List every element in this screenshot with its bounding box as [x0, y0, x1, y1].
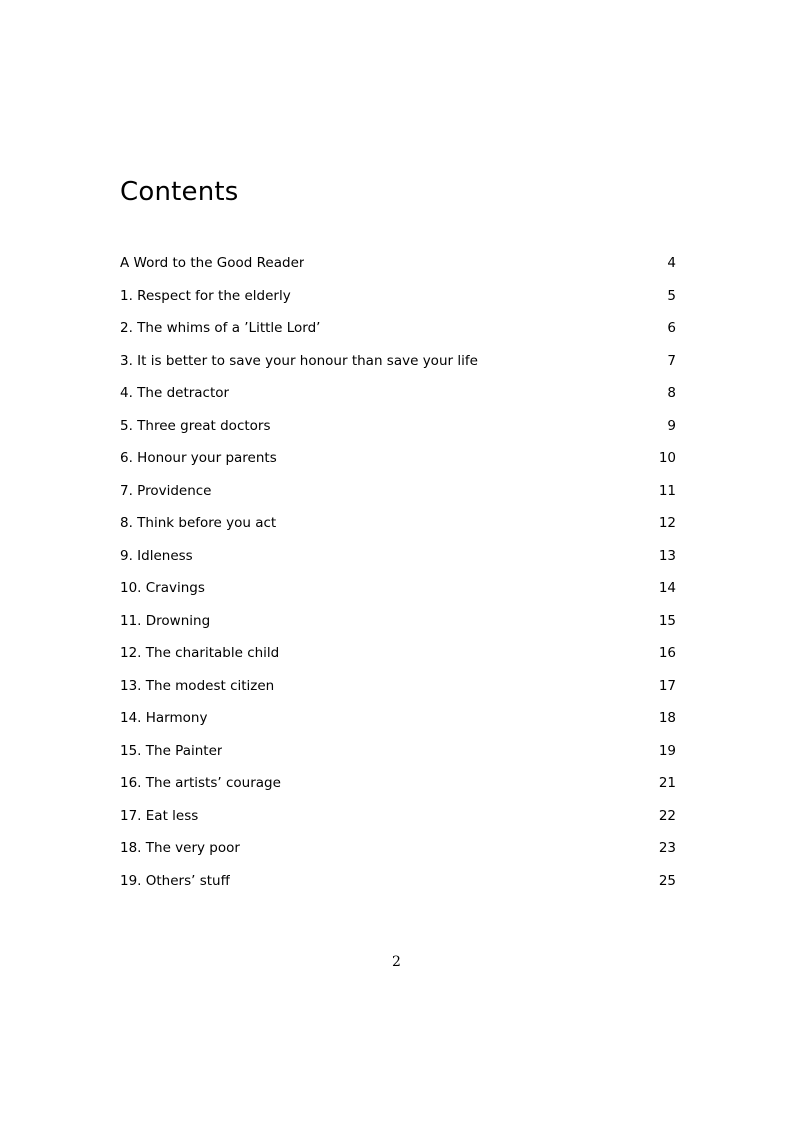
toc-entry-title: 17. Eat less — [120, 807, 199, 824]
toc-entry-page: 13 — [658, 547, 676, 564]
contents-heading: Contents — [120, 177, 239, 207]
toc-entry-title: 18. The very poor — [120, 840, 240, 856]
toc-entry-title: 15. The Painter — [120, 742, 223, 759]
toc-entry[interactable] — [120, 865, 676, 898]
toc-entry-page: 8 — [667, 385, 676, 401]
toc-entry-page: 22 — [658, 807, 676, 824]
toc-entry[interactable] — [120, 247, 676, 280]
toc-entry-title: 3. It is better to save your honour than save your life — [120, 352, 478, 369]
toc-entry-page: 23 — [658, 840, 676, 856]
toc-entry-page: 4 — [667, 255, 676, 271]
toc-entry-page: 10 — [658, 450, 676, 466]
toc-entry[interactable] — [120, 702, 676, 735]
toc-entry-page: 7 — [667, 352, 676, 369]
toc-entry-page: 14 — [658, 580, 676, 596]
toc-entry-title: A Word to the Good Reader — [120, 255, 305, 271]
toc-entry-title: 19. Others’ stuff — [120, 872, 230, 889]
toc-entry-title: 10. Cravings — [120, 580, 205, 596]
table-of-contents — [120, 247, 676, 897]
page-number: 2 — [392, 954, 401, 970]
toc-entry-title: 9. Idleness — [120, 547, 193, 564]
toc-entry-title: 2. The whims of a ’Little Lord’ — [120, 320, 321, 336]
toc-entry-title: 16. The artists’ courage — [120, 775, 281, 791]
toc-entry[interactable] — [120, 442, 676, 475]
toc-entry-page: 16 — [658, 645, 676, 661]
toc-entry-title: 12. The charitable child — [120, 645, 280, 661]
toc-entry-page: 17 — [658, 677, 676, 694]
toc-entry-title: 4. The detractor — [120, 385, 230, 401]
toc-entry[interactable] — [120, 637, 676, 670]
toc-entry-page: 5 — [667, 287, 676, 304]
toc-entry-title: 13. The modest citizen — [120, 677, 275, 694]
toc-entry-page: 25 — [658, 872, 676, 889]
toc-entry[interactable] — [120, 312, 676, 345]
toc-entry[interactable] — [120, 345, 676, 378]
toc-entry[interactable] — [120, 832, 676, 865]
toc-entry-page: 9 — [667, 417, 676, 434]
toc-entry[interactable] — [120, 540, 676, 573]
toc-entry-title: 11. Drowning — [120, 612, 211, 629]
toc-entry[interactable] — [120, 410, 676, 443]
toc-entry[interactable] — [120, 800, 676, 833]
toc-entry[interactable] — [120, 767, 676, 800]
toc-entry[interactable] — [120, 670, 676, 703]
toc-entry-title: 6. Honour your parents — [120, 450, 277, 466]
toc-entry[interactable] — [120, 605, 676, 638]
toc-entry-title: 1. Respect for the elderly — [120, 287, 291, 304]
toc-entry[interactable] — [120, 507, 676, 540]
toc-entry-page: 11 — [658, 482, 676, 499]
toc-entry-page: 12 — [658, 515, 676, 531]
toc-entry-title: 14. Harmony — [120, 710, 208, 726]
toc-entry[interactable] — [120, 377, 676, 410]
toc-entry-page: 21 — [658, 775, 676, 791]
toc-entry-page: 15 — [658, 612, 676, 629]
toc-entry-page: 18 — [658, 710, 676, 726]
toc-entry-page: 6 — [667, 320, 676, 336]
toc-entry-page: 19 — [658, 742, 676, 759]
toc-entry-title: 5. Three great doctors — [120, 417, 271, 434]
toc-entry-title: 7. Providence — [120, 482, 212, 499]
toc-entry[interactable] — [120, 572, 676, 605]
toc-entry[interactable] — [120, 735, 676, 768]
toc-entry-title: 8. Think before you act — [120, 515, 277, 531]
toc-entry[interactable] — [120, 280, 676, 313]
toc-entry[interactable] — [120, 475, 676, 508]
